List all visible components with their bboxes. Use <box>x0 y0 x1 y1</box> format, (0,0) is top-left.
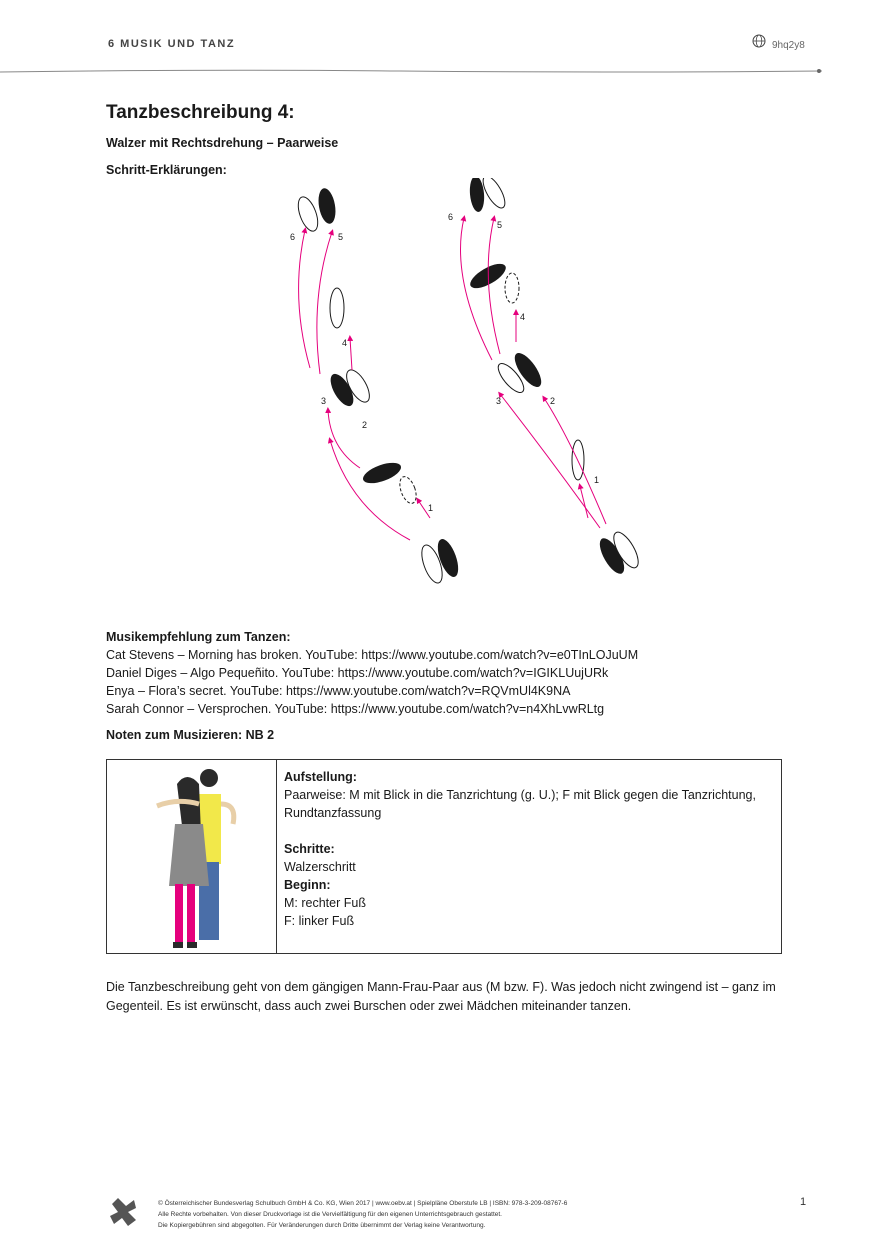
footprint <box>294 194 321 233</box>
footprint <box>360 459 403 488</box>
step-arrow <box>328 410 360 468</box>
footer-disclaimer: Die Kopiergebühren sind abgegolten. Für Veränderungen durch Dritte übernimmt der Verlag keine Verantwortung. <box>158 1222 486 1229</box>
page-title: Tanzbeschreibung 4: <box>106 102 295 123</box>
step-arrow <box>299 230 310 368</box>
beginn-m: M: rechter Fuß <box>284 896 366 910</box>
beginn-label: Beginn: <box>284 878 331 892</box>
step-number: 1 <box>594 475 600 485</box>
header-divider <box>0 68 822 74</box>
step-arrow <box>350 338 352 370</box>
music-item: Enya – Flora’s secret. YouTube: https://www.youtube.com/watch?v=RQVmUl4K9NA <box>106 684 571 698</box>
header-code: 9hq2y8 <box>772 40 805 51</box>
schritte-label: Schritte: <box>284 842 335 856</box>
footprint <box>397 474 420 505</box>
step-number: 3 <box>496 396 502 406</box>
step-number: 5 <box>338 232 344 242</box>
step-number: 3 <box>321 396 327 406</box>
right-track <box>448 178 643 577</box>
step-number: 1 <box>428 503 434 513</box>
step-number: 2 <box>550 396 556 406</box>
page-number: 1 <box>800 1196 807 1208</box>
footprint <box>330 288 344 328</box>
step-number: 2 <box>362 420 368 430</box>
music-item: Sarah Connor – Versprochen. YouTube: https://www.youtube.com/watch?v=n4XhLvwRLtg <box>106 702 605 716</box>
footer-copyright: © Österreichischer Bundesverlag Schulbuch GmbH & Co. KG, Wien 2017 | www.oebv.at | Spielpläne Oberstufe LB | ISBN: 978-3-209-08767-6 <box>158 1200 568 1207</box>
beginn-f: F: linker Fuß <box>284 914 355 928</box>
notes-heading: Noten zum Musizieren: NB 2 <box>106 728 275 742</box>
music-item: Cat Stevens – Morning has broken. YouTube: https://www.youtube.com/watch?v=e0TInLOJuUM <box>106 648 639 662</box>
step-heading: Schritt-Erklärungen: <box>106 163 227 177</box>
step-number: 5 <box>497 220 503 230</box>
aufstellung-label: Aufstellung: <box>284 770 357 784</box>
publisher-logo <box>108 1196 140 1228</box>
step-number: 4 <box>520 312 526 322</box>
step-number: 6 <box>290 232 296 242</box>
left-track <box>290 187 462 586</box>
footprint <box>316 187 338 225</box>
music-recommendations <box>106 628 638 718</box>
music-item: Daniel Diges – Algo Pequeñito. YouTube: https://www.youtube.com/watch?v=IGIKLUujURk <box>106 666 609 680</box>
dancing-couple-illustration <box>147 764 247 952</box>
footer-text <box>158 1198 567 1231</box>
globe-icon <box>752 34 766 48</box>
step-arrow <box>330 440 410 540</box>
music-heading: Musikempfehlung zum Tanzen: <box>106 630 291 644</box>
step-arrow <box>488 218 503 354</box>
setup-table <box>106 759 782 954</box>
subtitle: Walzer mit Rechtsdrehung – Paarweise <box>106 136 339 150</box>
footprint <box>505 273 519 303</box>
step-number: 4 <box>342 338 348 348</box>
header-title: 6 MUSIK UND TANZ <box>108 38 236 50</box>
step-arrow <box>461 218 493 360</box>
setup-details <box>284 768 774 930</box>
schritte-text: Walzerschritt <box>284 860 356 874</box>
step-number: 6 <box>448 212 454 222</box>
table-divider <box>276 760 277 953</box>
description-paragraph: Die Tanzbeschreibung geht von dem gängigen Mann-Frau-Paar aus (M bzw. F). Was jedoch nicht zwingend ist – ganz im Gegenteil. Es ist erwünscht, dass auch zwei Burschen oder zwei Mädchen miteinander tanzen. <box>106 980 776 1013</box>
aufstellung-text: Paarweise: M mit Blick in die Tanzrichtung (g. U.); F mit Blick gegen die Tanzrichtung, Rundtanzfassung <box>284 788 756 820</box>
footer-rights: Alle Rechte vorbehalten. Von dieser Druckvorlage ist die Vervielfältigung für den eigenen Unterrichtsgebrauch gestattet. <box>158 1211 502 1218</box>
step-diagram <box>270 178 670 598</box>
